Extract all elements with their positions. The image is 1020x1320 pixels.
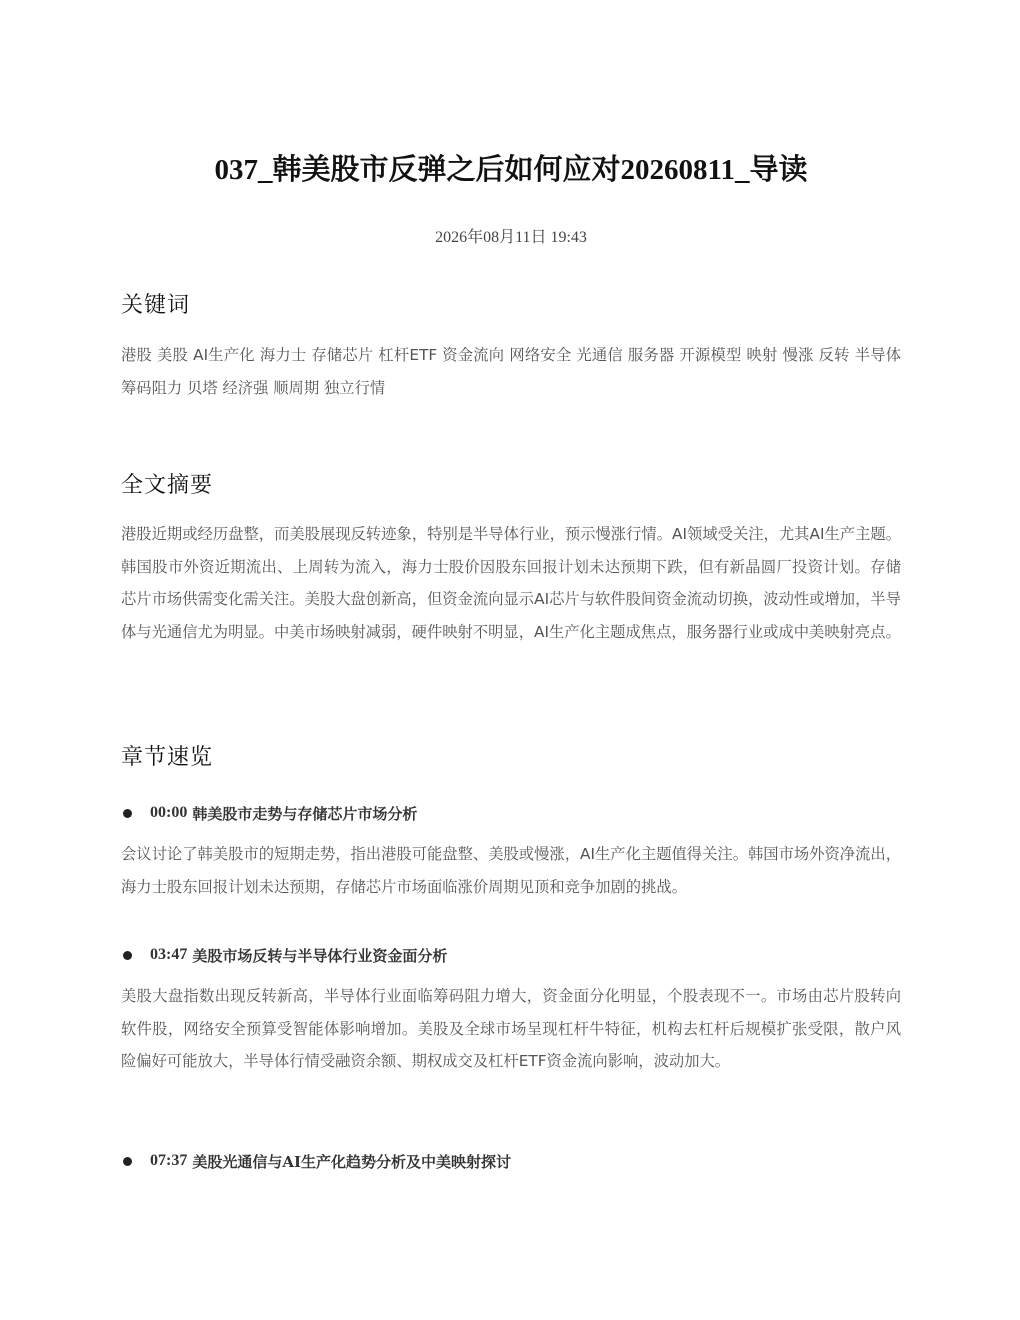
chapters-heading: 章节速览 [121, 745, 214, 770]
chapter-1-time: 00:00 [150, 804, 188, 821]
chapter-3-title: 美股光通信与AI生产化趋势分析及中美映射探讨 [192, 1152, 511, 1171]
chapter-2-text: 美股大盘指数出现反转新高，半导体行业面临筹码阻力增大，资金面分化明显，个股表现不一。市场由芯片股转向软件股，网络安全预算受智能体影响增加。美股及全球市场呈现杠杆牛特征，机构去杠杆后规模扩张受限，散户风险偏好可能放大，半导体行情受融资余额、期权成交及杠杆ETF资金流向影响，波动加大。 [121, 987, 901, 1070]
chapter-3-time: 07:37 [150, 1152, 188, 1169]
chapter-2-title-row [121, 943, 901, 967]
chapter-1-text: 会议讨论了韩美股市的短期走势，指出港股可能盘整、美股或慢涨，AI生产化主题值得关注。韩国市场外资净流出，海力士股东回报计划未达预期，存储芯片市场面临涨价周期见顶和竞争加剧的挑战。 [121, 845, 901, 896]
chapter-1-title: 韩美股市走势与存储芯片市场分析 [192, 804, 418, 823]
chapter-2-time: 03:47 [150, 946, 188, 963]
summary-heading: 全文摘要 [121, 473, 214, 498]
bullet-icon [123, 951, 132, 960]
chapter-3-title-row [121, 1149, 901, 1173]
document-title: 037_韩美股市反弹之后如何应对20260811_导读 [214, 154, 808, 186]
keywords-heading: 关键词 [121, 293, 191, 318]
summary-text: 港股近期或经历盘整，而美股展现反转迹象，特别是半导体行业，预示慢涨行情。AI领域受关注，尤其AI生产主题。韩国股市外资近期流出、上周转为流入，海力士股价因股东回报计划未达预期下跌，但有新晶圆厂投资计划。存储芯片市场供需变化需关注。美股大盘创新高，但资金流向显示AI芯片与软件股间资金流动切换，波动性或增加，半导体与光通信尤为明显。中美市场映射减弱，硬件映射不明显，AI生产化主题成焦点，服务器行业或成中美映射亮点。 [121, 525, 901, 641]
bullet-icon [123, 809, 132, 818]
document-date: 2026年08月11日 19:43 [435, 229, 587, 246]
keywords-text: 港股 美股 AI生产化 海力士 存储芯片 杠杆ETF 资金流向 网络安全 光通信 服务器 开源模型 映射 慢涨 反转 半导体 筹码阻力 贝塔 经济强 顺周期 独立行情 [121, 346, 901, 397]
chapter-1-title-row [121, 801, 901, 825]
chapter-2-title: 美股市场反转与半导体行业资金面分析 [192, 946, 448, 965]
bullet-icon [123, 1157, 132, 1166]
